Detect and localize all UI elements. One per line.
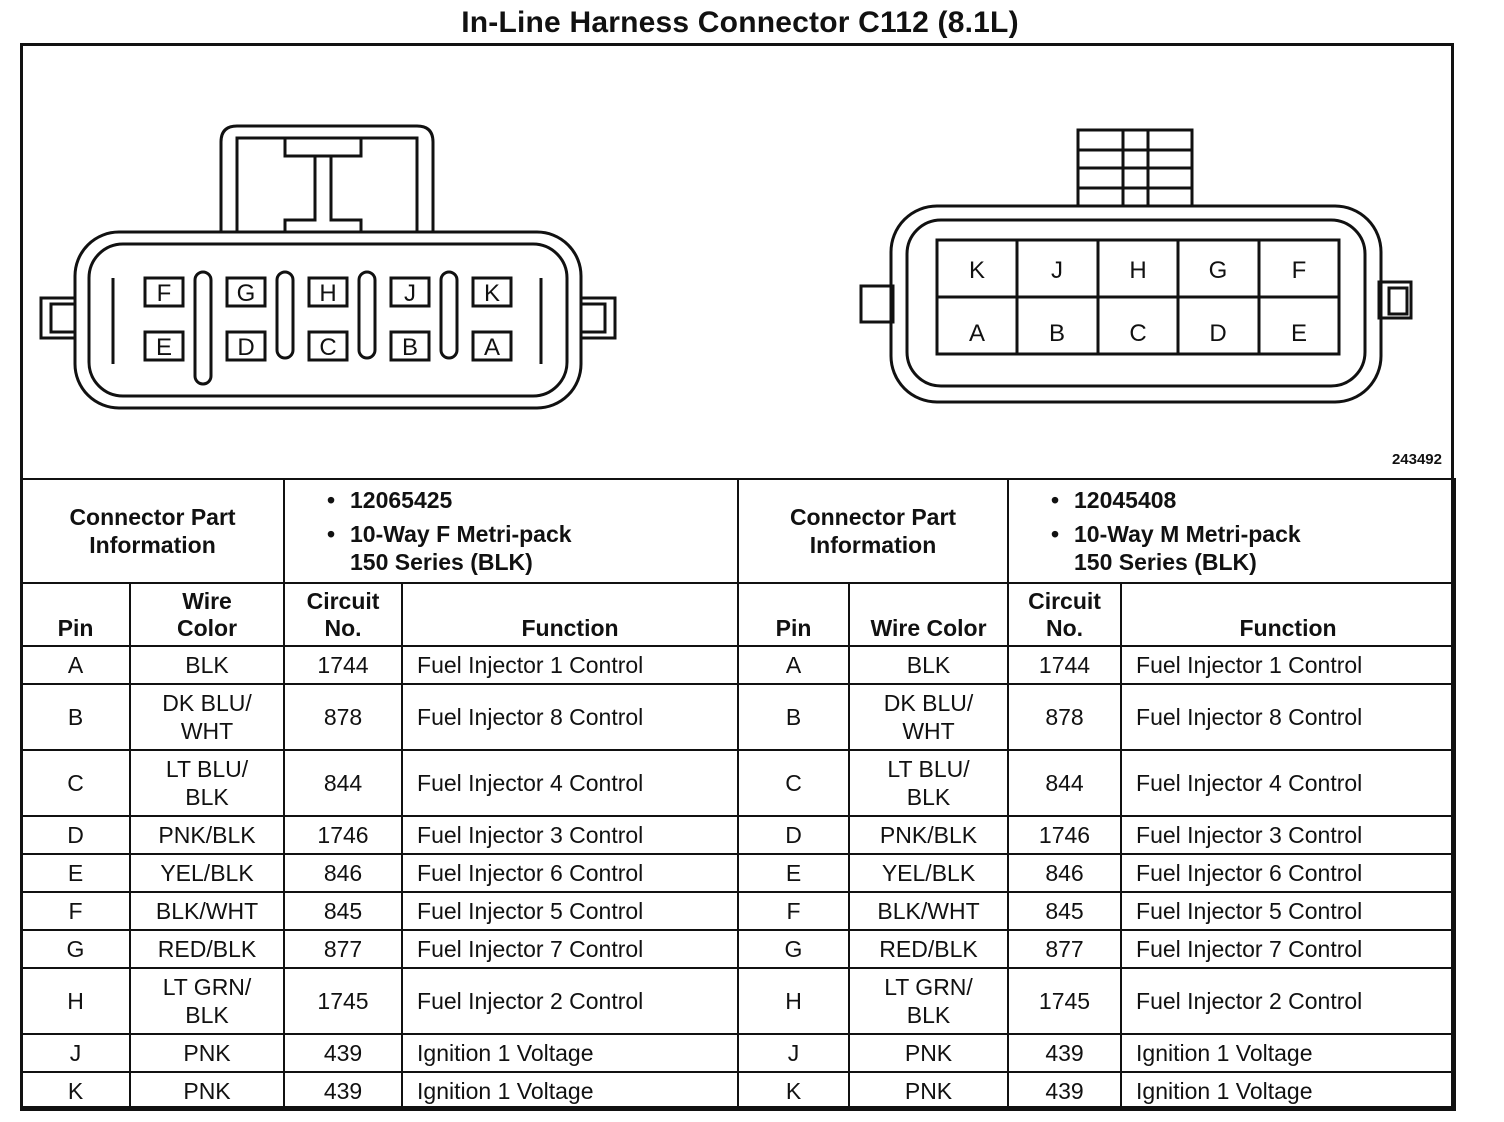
table-cell: B [21,684,130,750]
table-cell: Fuel Injector 5 Control [402,892,738,930]
table-cell: A [21,646,130,684]
part-info-label-line2: Information [89,532,216,558]
table-row [21,816,738,854]
header-row [738,583,1455,646]
table-row [21,646,738,684]
col-header-circuit: Circuit No. [284,583,402,646]
table-cell: 1745 [1008,968,1121,1034]
table-cell: YEL/BLK [849,854,1008,892]
pin-label: H [319,280,337,307]
male-pinout-table [737,478,1456,1111]
table-cell: E [738,854,849,892]
col-header-pin: Pin [738,583,849,646]
table-row [21,968,738,1034]
pin-label: K [483,280,501,307]
male-pin-rows [738,646,1455,1110]
table-row [21,684,738,750]
table-cell: G [738,930,849,968]
table-cell: J [21,1034,130,1072]
col-header-pin: Pin [21,583,130,646]
col-header-wire-color: Wire Color [849,583,1008,646]
table-cell: Ignition 1 Voltage [402,1034,738,1072]
table-cell: 878 [284,684,402,750]
table-cell: Fuel Injector 3 Control [1121,816,1455,854]
table-row [21,750,738,816]
part-info-label [21,479,284,583]
table-cell: BLK/WHT [849,892,1008,930]
col-header-function: Function [402,583,738,646]
pin-label: J [404,280,416,307]
part-info-label [738,479,1008,583]
table-cell: F [738,892,849,930]
pin-label: B [401,334,419,361]
table-row [738,854,1455,892]
table-cell: BLK/WHT [130,892,284,930]
table-cell: H [738,968,849,1034]
table-cell: RED/BLK [130,930,284,968]
pin-label: H [1129,257,1147,284]
table-cell: PNK [849,1072,1008,1110]
part-info-label-line1: Connector Part [789,504,957,530]
pin-label: D [237,334,255,361]
table-cell: 844 [1008,750,1121,816]
table-cell: Fuel Injector 8 Control [402,684,738,750]
table-row [738,816,1455,854]
table-cell: PNK/BLK [849,816,1008,854]
pin-label: C [1129,320,1147,347]
table-cell: 1745 [284,968,402,1034]
part-info-label-line2: Information [809,532,937,558]
col-header-wire-color: Wire Color [130,583,284,646]
female-pinout-table [20,478,739,1111]
table-cell: 439 [284,1034,402,1072]
table-cell: LT GRN/ BLK [130,968,284,1034]
pin-label: F [1291,257,1307,284]
figure-id: 243492 [1391,451,1442,468]
pin-label: G [1208,257,1228,284]
table-cell: Ignition 1 Voltage [1121,1072,1455,1110]
table-cell: Fuel Injector 7 Control [1121,930,1455,968]
table-row [738,1072,1455,1110]
connector-figure [23,46,1451,478]
page-title: In-Line Harness Connector C112 (8.1L) [461,6,1019,39]
table-cell: Fuel Injector 6 Control [402,854,738,892]
table-cell: LT GRN/ BLK [849,968,1008,1034]
part-description [327,520,737,576]
table-cell: Fuel Injector 4 Control [1121,750,1455,816]
part-info-row [738,479,1455,583]
table-cell: PNK/BLK [130,816,284,854]
table-cell: 1744 [1008,646,1121,684]
table-cell: 845 [1008,892,1121,930]
pin-label: B [1048,320,1066,347]
table-cell: PNK [130,1072,284,1110]
male-pin-labels-bottom [969,320,1307,347]
part-description-line1: • 10-Way M Metri-pack [1074,521,1301,547]
table-row [738,968,1455,1034]
table-cell: Fuel Injector 2 Control [1121,968,1455,1034]
table-cell: Fuel Injector 1 Control [402,646,738,684]
col-header-function: Function [1121,583,1455,646]
table-row [21,854,738,892]
table-cell: H [21,968,130,1034]
table-row [21,1072,738,1110]
table-cell: PNK [130,1034,284,1072]
table-cell: D [738,816,849,854]
table-cell: PNK [849,1034,1008,1072]
table-cell: 846 [1008,854,1121,892]
table-row [738,684,1455,750]
part-description-line2: 150 Series (BLK) [1074,549,1257,575]
part-number: • 12065425 [327,486,737,514]
table-cell: Fuel Injector 8 Control [1121,684,1455,750]
pinout-tables [20,478,1454,1109]
table-cell: 877 [284,930,402,968]
table-cell: 845 [284,892,402,930]
female-table-block [20,478,737,1109]
table-cell: Fuel Injector 5 Control [1121,892,1455,930]
table-cell: BLK [849,646,1008,684]
table-cell: A [738,646,849,684]
table-row [738,646,1455,684]
table-cell: J [738,1034,849,1072]
table-cell: Fuel Injector 3 Control [402,816,738,854]
part-info-details [1008,479,1455,583]
table-cell: 439 [1008,1072,1121,1110]
male-table-block [737,478,1454,1109]
pin-label: J [1051,257,1063,284]
table-cell: G [21,930,130,968]
pin-label: D [1209,320,1227,347]
part-info-row [21,479,738,583]
table-cell: Fuel Injector 2 Control [402,968,738,1034]
male-pin-labels-top [969,257,1306,284]
table-cell: 877 [1008,930,1121,968]
header-row [21,583,738,646]
pin-label: E [1290,320,1308,347]
table-cell: Fuel Injector 1 Control [1121,646,1455,684]
table-cell: K [21,1072,130,1110]
table-row [21,892,738,930]
table-cell: E [21,854,130,892]
table-cell: LT BLU/ BLK [130,750,284,816]
pin-label: F [156,280,172,307]
table-cell: 878 [1008,684,1121,750]
table-cell: Fuel Injector 6 Control [1121,854,1455,892]
table-cell: BLK [130,646,284,684]
female-pin-labels-top [157,280,500,307]
table-cell: B [738,684,849,750]
pin-label: G [236,280,256,307]
female-pin-rows [21,646,738,1110]
table-cell: Ignition 1 Voltage [402,1072,738,1110]
table-cell: 1746 [284,816,402,854]
table-row [21,1034,738,1072]
table-row [738,892,1455,930]
female-connector-drawing [41,126,615,408]
table-cell: Ignition 1 Voltage [1121,1034,1455,1072]
pin-label: E [155,334,173,361]
part-description [1051,520,1454,576]
table-row [738,750,1455,816]
table-cell: 1746 [1008,816,1121,854]
table-cell: 846 [284,854,402,892]
table-cell: 439 [284,1072,402,1110]
table-cell: F [21,892,130,930]
part-description-line1: • 10-Way F Metri-pack [350,521,572,547]
table-cell: Fuel Injector 4 Control [402,750,738,816]
table-cell: YEL/BLK [130,854,284,892]
table-cell: 439 [1008,1034,1121,1072]
table-cell: Fuel Injector 7 Control [402,930,738,968]
table-cell: 1744 [284,646,402,684]
part-description-line2: 150 Series (BLK) [350,549,533,575]
table-cell: D [21,816,130,854]
part-info-label-line1: Connector Part [69,504,236,530]
pin-label: A [968,320,986,347]
table-cell: DK BLU/ WHT [130,684,284,750]
table-cell: 844 [284,750,402,816]
table-cell: LT BLU/ BLK [849,750,1008,816]
col-header-circuit: Circuit No. [1008,583,1121,646]
part-info-details [284,479,738,583]
pin-label: A [483,334,501,361]
table-cell: DK BLU/ WHT [849,684,1008,750]
table-cell: K [738,1072,849,1110]
part-number: • 12045408 [1051,486,1454,514]
pin-label: K [968,257,986,284]
table-cell: C [21,750,130,816]
table-row [21,930,738,968]
connector-drawings [23,46,1451,478]
pin-label: C [319,334,337,361]
table-cell: RED/BLK [849,930,1008,968]
table-row [738,930,1455,968]
table-row [738,1034,1455,1072]
table-cell: C [738,750,849,816]
